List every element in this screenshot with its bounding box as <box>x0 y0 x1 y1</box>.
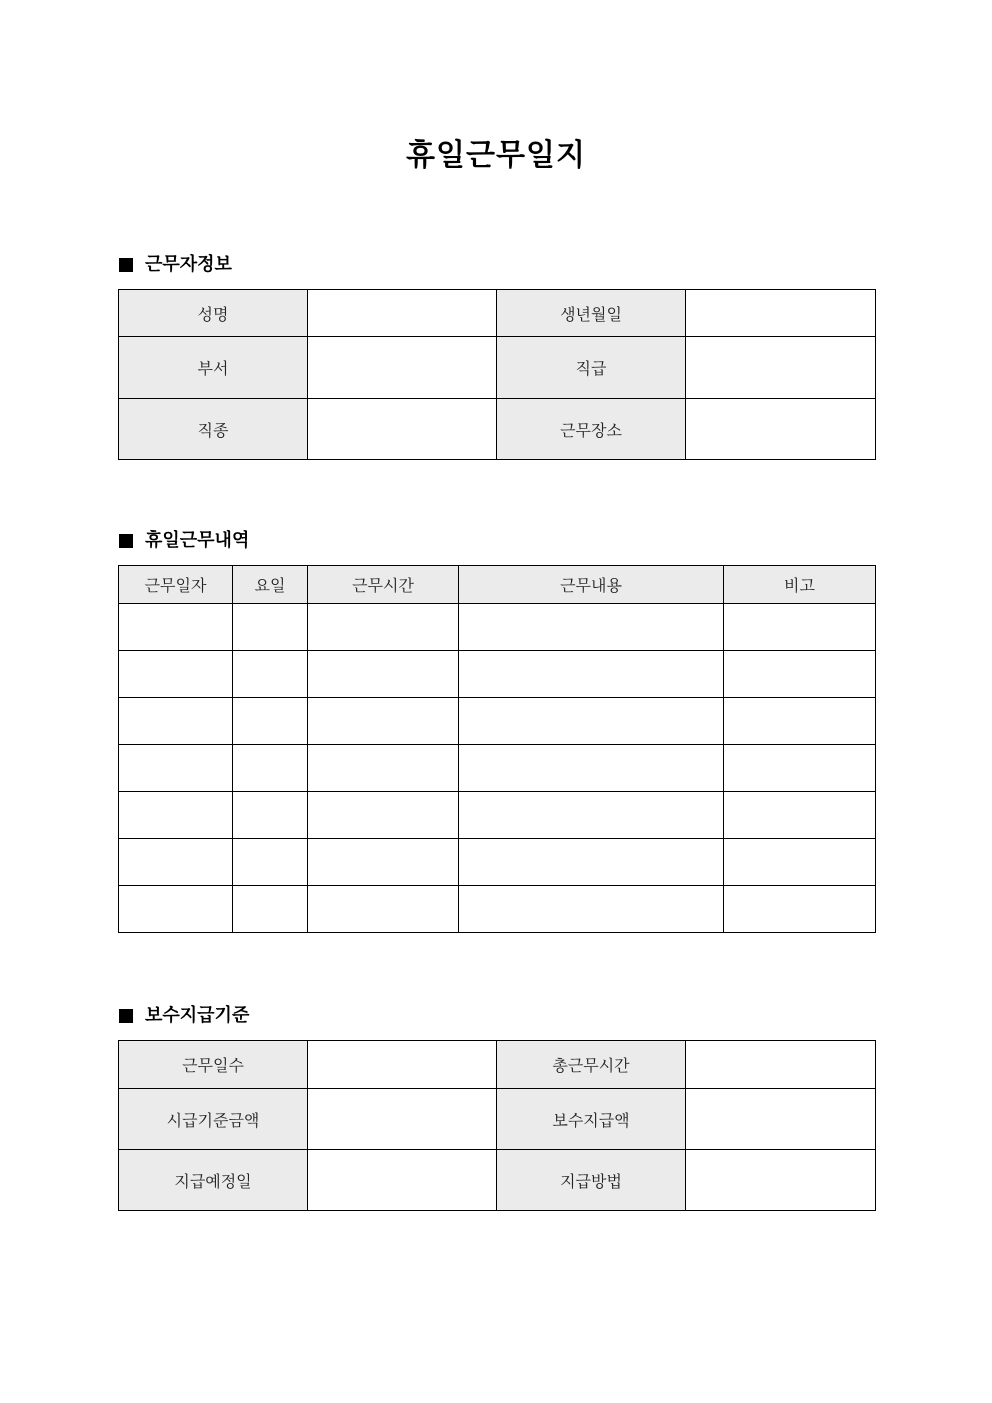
birthdate-label: 생년월일 <box>497 290 686 337</box>
rank-label: 직급 <box>497 337 686 399</box>
table-row <box>119 698 876 745</box>
worker-info-table <box>118 289 876 460</box>
table-row <box>119 604 876 651</box>
table-cell[interactable] <box>724 651 876 698</box>
page-title: 휴일근무일지 <box>406 138 586 173</box>
pay-amount-field[interactable] <box>686 1089 876 1150</box>
hourly-rate-field[interactable] <box>308 1089 497 1150</box>
total-hours-label: 총근무시간 <box>497 1041 686 1089</box>
table-cell[interactable] <box>459 839 724 886</box>
table-cell[interactable] <box>233 745 308 792</box>
work-place-label: 근무장소 <box>497 399 686 460</box>
table-row <box>119 886 876 933</box>
section-heading-label: 휴일근무내역 <box>145 530 250 551</box>
table-header-row <box>119 566 876 604</box>
table-cell[interactable] <box>119 698 233 745</box>
table-row <box>119 1089 876 1150</box>
square-bullet-icon <box>119 534 133 548</box>
table-row <box>119 839 876 886</box>
section-heading-label: 근무자정보 <box>145 254 232 275</box>
work-history-table <box>118 565 876 933</box>
table-cell[interactable] <box>119 886 233 933</box>
total-hours-field[interactable] <box>686 1041 876 1089</box>
table-cell[interactable] <box>308 698 459 745</box>
table-cell[interactable] <box>459 745 724 792</box>
table-cell[interactable] <box>724 886 876 933</box>
table-row <box>119 1150 876 1211</box>
table-cell[interactable] <box>233 792 308 839</box>
pay-amount-label: 보수지급액 <box>497 1089 686 1150</box>
work-place-field[interactable] <box>686 399 876 460</box>
table-row <box>119 745 876 792</box>
job-type-label: 직종 <box>119 399 308 460</box>
table-row <box>119 337 876 399</box>
payment-date-label: 지급예정일 <box>119 1150 308 1211</box>
table-row <box>119 399 876 460</box>
hourly-rate-label: 시급기준금액 <box>119 1089 308 1150</box>
table-cell[interactable] <box>308 651 459 698</box>
table-row <box>119 792 876 839</box>
table-cell[interactable] <box>119 745 233 792</box>
table-cell[interactable] <box>724 792 876 839</box>
table-cell[interactable] <box>308 604 459 651</box>
table-row <box>119 290 876 337</box>
payment-method-field[interactable] <box>686 1150 876 1211</box>
birthdate-field[interactable] <box>686 290 876 337</box>
column-header-work-hours: 근무시간 <box>308 566 459 604</box>
table-cell[interactable] <box>119 792 233 839</box>
table-row <box>119 1041 876 1089</box>
department-label: 부서 <box>119 337 308 399</box>
table-cell[interactable] <box>233 698 308 745</box>
square-bullet-icon <box>119 258 133 272</box>
table-row <box>119 651 876 698</box>
table-cell[interactable] <box>308 792 459 839</box>
work-days-label: 근무일수 <box>119 1041 308 1089</box>
table-cell[interactable] <box>308 886 459 933</box>
table-cell[interactable] <box>119 839 233 886</box>
table-cell[interactable] <box>233 604 308 651</box>
column-header-work-date: 근무일자 <box>119 566 233 604</box>
section-heading-pay-criteria <box>119 1004 249 1028</box>
section-heading-work-history <box>119 529 249 553</box>
table-cell[interactable] <box>724 745 876 792</box>
column-header-weekday: 요일 <box>233 566 308 604</box>
table-cell[interactable] <box>459 886 724 933</box>
table-cell[interactable] <box>119 651 233 698</box>
name-field[interactable] <box>308 290 497 337</box>
table-cell[interactable] <box>233 886 308 933</box>
name-label: 성명 <box>119 290 308 337</box>
payment-date-field[interactable] <box>308 1150 497 1211</box>
table-cell[interactable] <box>724 604 876 651</box>
table-cell[interactable] <box>233 651 308 698</box>
column-header-remarks: 비고 <box>724 566 876 604</box>
table-cell[interactable] <box>459 698 724 745</box>
table-cell[interactable] <box>459 651 724 698</box>
column-header-work-content: 근무내용 <box>459 566 724 604</box>
table-cell[interactable] <box>308 839 459 886</box>
section-heading-label: 보수지급기준 <box>145 1005 250 1026</box>
table-cell[interactable] <box>308 745 459 792</box>
pay-criteria-table <box>118 1040 876 1211</box>
job-type-field[interactable] <box>308 399 497 460</box>
table-cell[interactable] <box>233 839 308 886</box>
payment-method-label: 지급방법 <box>497 1150 686 1211</box>
table-cell[interactable] <box>119 604 233 651</box>
rank-field[interactable] <box>686 337 876 399</box>
work-days-field[interactable] <box>308 1041 497 1089</box>
department-field[interactable] <box>308 337 497 399</box>
table-cell[interactable] <box>459 792 724 839</box>
table-cell[interactable] <box>724 839 876 886</box>
section-heading-worker-info <box>119 253 232 277</box>
table-cell[interactable] <box>724 698 876 745</box>
square-bullet-icon <box>119 1009 133 1023</box>
table-cell[interactable] <box>459 604 724 651</box>
